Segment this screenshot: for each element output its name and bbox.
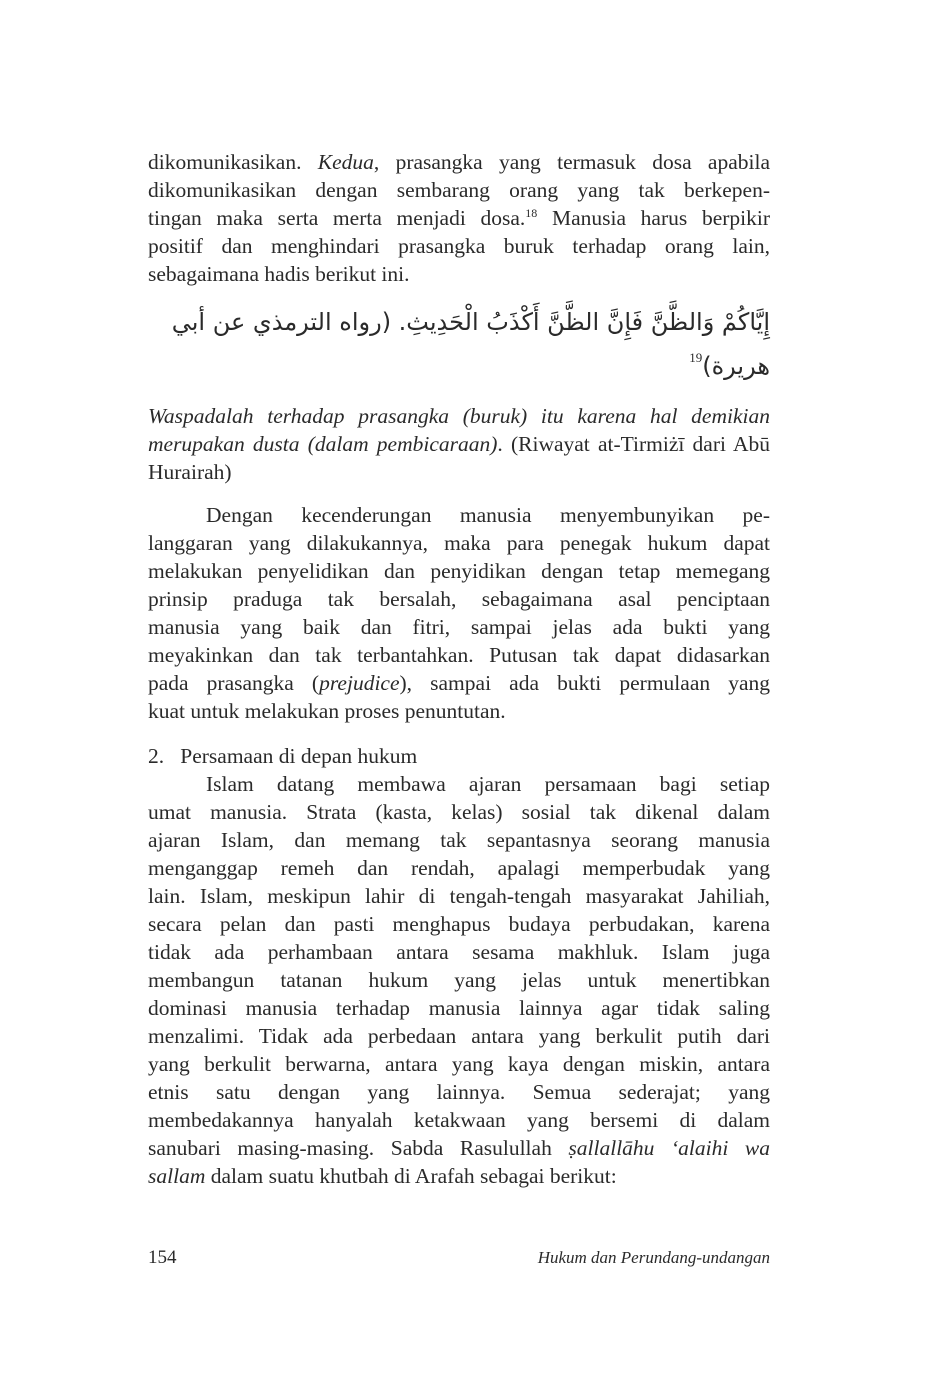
text-segment: Manusia harus berpikir bbox=[537, 206, 770, 230]
text-line bbox=[148, 176, 770, 204]
text-segment: . (Riwayat at-Tirmiżī dari Abū bbox=[497, 432, 770, 456]
text-segment: Kedua bbox=[317, 150, 374, 174]
text-segment: meyakinkan dan tak terbantahkan. Putusan tak dapat didasarkan bbox=[148, 643, 770, 667]
text-segment: manusia yang baik dan fitri, sampai jelas ada bukti yang bbox=[148, 615, 770, 639]
text-line bbox=[148, 1134, 770, 1162]
text-segment: secara pelan dan pasti menghapus budaya perbudakan, karena bbox=[148, 912, 770, 936]
text-line bbox=[148, 529, 770, 557]
text-line bbox=[148, 742, 770, 770]
text-segment: Dengan kecenderungan manusia menyembunyikan pe- bbox=[206, 503, 770, 527]
text-segment: membedakannya hanyalah ketakwaan yang bersemi di dalam bbox=[148, 1108, 770, 1132]
text-segment: sebagaimana hadis berikut ini. bbox=[148, 262, 410, 286]
text-segment: prinsip praduga tak bersalah, sebagaimana asal penciptaan bbox=[148, 587, 770, 611]
text-line bbox=[148, 966, 770, 994]
text-segment: prejudice bbox=[319, 671, 400, 695]
text-line bbox=[148, 669, 770, 697]
text-segment: yang berkulit berwarna, antara yang kaya dengan miskin, antara bbox=[148, 1052, 770, 1076]
text-segment: membangun tatanan hukum yang jelas untuk menertibkan bbox=[148, 968, 770, 992]
text-segment: etnis satu dengan yang lainnya. Semua sederajat; yang bbox=[148, 1080, 770, 1104]
text-segment: lain. Islam, meskipun lahir di tengah-tengah masyarakat Jahiliah, bbox=[148, 884, 770, 908]
section-heading bbox=[148, 742, 770, 770]
text-segment: langgaran yang dilakukannya, maka para penegak hukum dapat bbox=[148, 531, 770, 555]
running-title: Hukum dan Perundang-undangan bbox=[537, 1248, 770, 1267]
text-segment: melakukan penyelidikan dan penyidikan dengan tetap memegang bbox=[148, 559, 770, 583]
text-line bbox=[148, 994, 770, 1022]
paragraph-2 bbox=[148, 501, 770, 725]
text-line bbox=[148, 204, 770, 232]
text-line bbox=[148, 402, 770, 430]
text-segment: menganggap remeh dan rendah, apalagi memperbudak yang bbox=[148, 856, 770, 880]
page-number: 154 bbox=[148, 1247, 177, 1268]
text-segment: , prasangka yang termasuk dosa apabila bbox=[373, 150, 770, 174]
text-segment: umat manusia. Strata (kasta, kelas) sosial tak dikenal dalam bbox=[148, 800, 770, 824]
text-segment: dikomunikasikan dengan sembarang orang yang tak berkepen- bbox=[148, 178, 770, 202]
text-line bbox=[148, 430, 770, 458]
text-segment: merupakan dusta (dalam pembicaraan) bbox=[148, 432, 498, 456]
text-line bbox=[148, 557, 770, 585]
text-segment: ajaran Islam, dan memang tak sepantasnya seorang manusia bbox=[148, 828, 770, 852]
text-line bbox=[148, 826, 770, 854]
text-segment: sanubari masing-masing. Sabda Rasulullah bbox=[148, 1136, 569, 1160]
text-line bbox=[148, 1106, 770, 1134]
text-segment: Waspadalah terhadap prasangka (buruk) itu karena hal demikian bbox=[148, 404, 770, 428]
footnote-19: 19 bbox=[689, 350, 703, 365]
arabic-text: إِيَّاكُمْ وَالظَّنَّ فَإِنَّ الظَّنَّ أَكْذَبُ الْحَدِيثِ. (رواه الترمذي عن أبي هريرة) bbox=[171, 308, 770, 380]
text-line bbox=[148, 585, 770, 613]
text-line bbox=[148, 1162, 770, 1190]
text-line bbox=[148, 458, 770, 486]
text-segment: dominasi manusia terhadap manusia lainnya agar tidak saling bbox=[148, 996, 770, 1020]
text-line bbox=[148, 232, 770, 260]
text-segment: menzalimi. Tidak ada perbedaan antara yang berkulit putih dari bbox=[148, 1024, 770, 1048]
text-segment: kuat untuk melakukan proses penuntutan. bbox=[148, 699, 506, 723]
text-line bbox=[148, 882, 770, 910]
text-line bbox=[148, 798, 770, 826]
text-segment: sallam bbox=[148, 1164, 206, 1188]
text-segment: 2. Persamaan di depan hukum bbox=[148, 744, 418, 768]
text-segment: Hurairah) bbox=[148, 460, 232, 484]
text-line bbox=[148, 148, 770, 176]
text-line bbox=[148, 938, 770, 966]
text-line bbox=[148, 641, 770, 669]
text-line bbox=[148, 501, 770, 529]
arabic-hadith bbox=[148, 300, 770, 388]
text-line bbox=[148, 910, 770, 938]
text-line bbox=[148, 1022, 770, 1050]
footnote-ref: 18 bbox=[525, 206, 538, 220]
text-segment: pada prasangka ( bbox=[148, 671, 320, 695]
text-line bbox=[148, 697, 770, 725]
text-line bbox=[148, 854, 770, 882]
text-segment: tidak ada perhambaan antara sesama makhluk. Islam juga bbox=[148, 940, 770, 964]
text-segment: dalam suatu khutbah di Arafah sebagai berikut: bbox=[205, 1164, 617, 1188]
text-line bbox=[148, 770, 770, 798]
paragraph-1 bbox=[148, 148, 770, 288]
hadith-translation bbox=[148, 402, 770, 486]
text-segment: ṣallallāhu ‘alaihi wa bbox=[568, 1136, 770, 1160]
text-line bbox=[148, 1050, 770, 1078]
page-footer bbox=[148, 1244, 770, 1272]
text-segment: tingan maka serta merta menjadi dosa. bbox=[148, 206, 526, 230]
paragraph-3 bbox=[148, 770, 770, 1190]
text-line bbox=[148, 260, 770, 288]
text-segment: Islam datang membawa ajaran persamaan bagi setiap bbox=[206, 772, 770, 796]
text-segment: positif dan menghindari prasangka buruk terhadap orang lain, bbox=[148, 234, 770, 258]
text-segment: dikomunikasikan. bbox=[148, 150, 318, 174]
text-line bbox=[148, 613, 770, 641]
text-segment: ), sampai ada bukti permulaan yang bbox=[399, 671, 771, 695]
page-body bbox=[148, 148, 770, 1190]
text-line bbox=[148, 1078, 770, 1106]
